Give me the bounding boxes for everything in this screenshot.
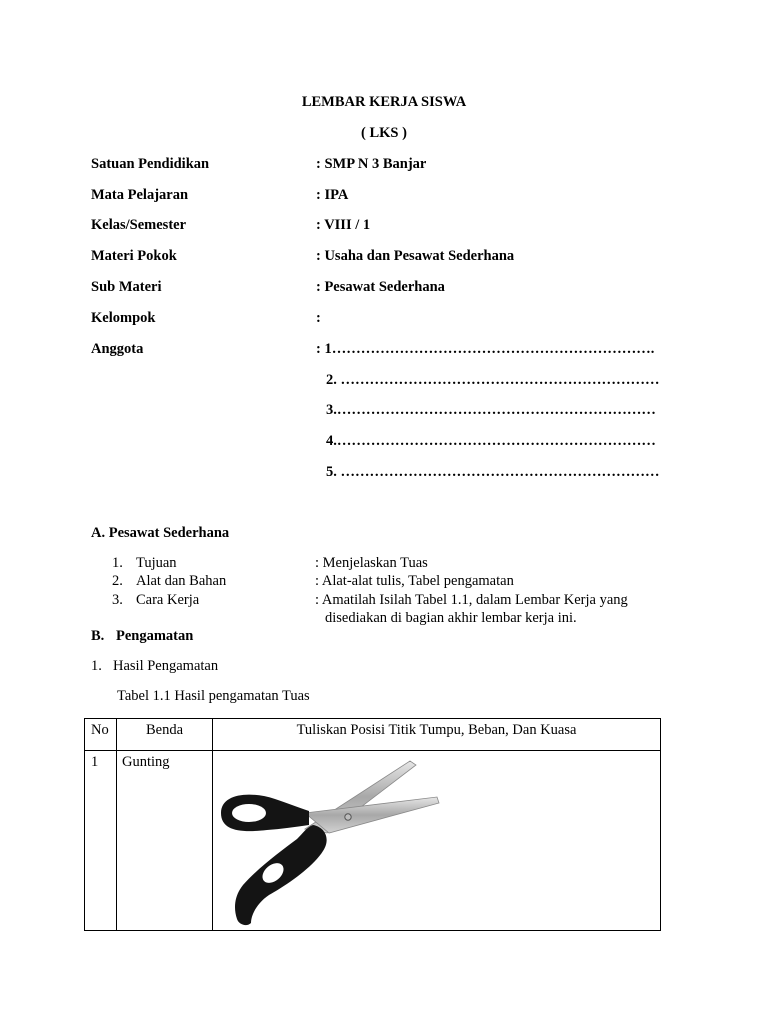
list-item-value-continuation: disediakan di bagian akhir lembar kerja ini.: [325, 610, 577, 626]
table-column-divider: [212, 719, 213, 930]
member-line-4: 4.…………………………………………………………: [326, 433, 656, 449]
table-caption: Tabel 1.1 Hasil pengamatan Tuas: [117, 688, 310, 704]
section-b-heading: Pengamatan: [116, 628, 194, 644]
info-label-sub: Sub Materi: [91, 279, 162, 295]
table-header-benda: Benda: [145, 722, 184, 738]
table-header-posisi: Tuliskan Posisi Titik Tumpu, Beban, Dan Kuasa: [296, 722, 577, 738]
list-item-num: 2.: [112, 573, 123, 589]
subsection-heading: Hasil Pengamatan: [113, 658, 219, 674]
list-item-value: : Alat-alat tulis, Tabel pengamatan: [315, 573, 514, 589]
observation-table: [84, 718, 661, 931]
info-value-sub: : Pesawat Sederhana: [316, 279, 445, 295]
info-value-kelompok: :: [316, 310, 321, 326]
list-item-num: 1.: [112, 555, 123, 571]
list-item-value: : Amatilah Isilah Tabel 1.1, dalam Lembar Kerja yang: [315, 592, 628, 608]
info-value-satuan: : SMP N 3 Banjar: [316, 156, 427, 172]
page-subtitle: ( LKS ): [361, 125, 407, 141]
info-label-materi: Materi Pokok: [91, 248, 177, 264]
info-value-mapel: : IPA: [316, 187, 349, 203]
member-line-2: 2. …………………………………………………………: [326, 372, 660, 388]
info-label-kelompok: Kelompok: [91, 310, 156, 326]
section-a-heading: A. Pesawat Sederhana: [91, 525, 230, 541]
subsection-number: 1.: [91, 658, 102, 674]
info-value-materi: : Usaha dan Pesawat Sederhana: [316, 248, 515, 264]
table-column-divider: [116, 719, 117, 930]
member-line-5: 5. …………………………………………………………: [326, 464, 660, 480]
section-b-number: B.: [91, 628, 105, 644]
table-cell-benda: Gunting: [122, 754, 170, 770]
scissors-icon: [217, 755, 447, 927]
list-item-value: : Menjelaskan Tuas: [315, 555, 428, 571]
info-label-satuan: Satuan Pendidikan: [91, 156, 210, 172]
info-label-anggota: Anggota: [91, 341, 144, 357]
list-item-num: 3.: [112, 592, 123, 608]
member-line-3: 3.…………………………………………………………: [326, 402, 656, 418]
info-value-kelas: : VIII / 1: [316, 217, 371, 233]
list-item-label: Cara Kerja: [136, 592, 200, 608]
info-label-mapel: Mata Pelajaran: [91, 187, 189, 203]
page-title: LEMBAR KERJA SISWA: [301, 94, 467, 110]
table-header-no: No: [91, 722, 109, 738]
info-value-anggota: : 1………………………………………………………….: [316, 341, 655, 357]
info-label-kelas: Kelas/Semester: [91, 217, 187, 233]
list-item-label: Alat dan Bahan: [136, 573, 227, 589]
table-row-divider: [85, 750, 660, 751]
list-item-label: Tujuan: [136, 555, 177, 571]
table-cell-no: 1: [91, 754, 99, 770]
